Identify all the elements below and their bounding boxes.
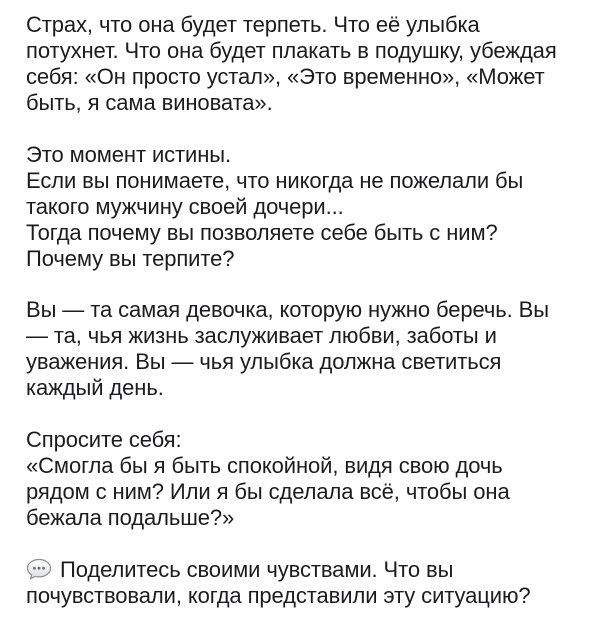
- paragraph-you-are-the-girl: [26, 297, 586, 401]
- paragraph-closing-question: [26, 557, 586, 609]
- text-line: Почему вы терпите?: [26, 246, 235, 271]
- text-line: каждый день.: [26, 375, 164, 400]
- closing-line-1: Поделитесь своими чувствами. Что вы: [60, 557, 454, 582]
- text-line: потухнет. Что она будет плакать в подушку, убеждая: [26, 38, 557, 63]
- text-line: Тогда почему вы позволяете себе быть с ним?: [26, 220, 498, 245]
- text-line: такого мужчину своей дочери...: [26, 194, 344, 219]
- text-line: бежала подальше?»: [26, 505, 235, 530]
- paragraph-moment-of-truth: [26, 142, 586, 272]
- paragraph-fear: [26, 12, 586, 116]
- text-line: Это момент истины.: [26, 142, 231, 167]
- text-line: Страх, что она будет терпеть. Что её улыбка: [26, 12, 480, 37]
- text-line: — та, чья жизнь заслуживает любви, заботы и: [26, 323, 497, 348]
- text-line: быть, я сама виновата».: [26, 90, 273, 115]
- text-line: почувствовали, когда представили эту ситуацию?: [26, 583, 531, 608]
- text-line: уважения. Вы — чья улыбка должна светиться: [26, 349, 502, 374]
- text-line: Спросите себя:: [26, 427, 182, 452]
- text-line: рядом с ним? Или я бы сделала всё, чтобы она: [26, 479, 510, 504]
- speech-bubble-icon: [26, 558, 52, 580]
- text-line: Вы — та самая девочка, которую нужно беречь. Вы: [26, 297, 549, 322]
- text-line: Если вы понимаете, что никогда не пожелали бы: [26, 168, 524, 193]
- text-line: себя: «Он просто устал», «Это временно», «Может: [26, 64, 545, 89]
- text-line: «Смогла бы я быть спокойной, видя свою дочь: [26, 453, 503, 478]
- paragraph-ask-yourself: [26, 427, 586, 531]
- text-line: [26, 557, 586, 583]
